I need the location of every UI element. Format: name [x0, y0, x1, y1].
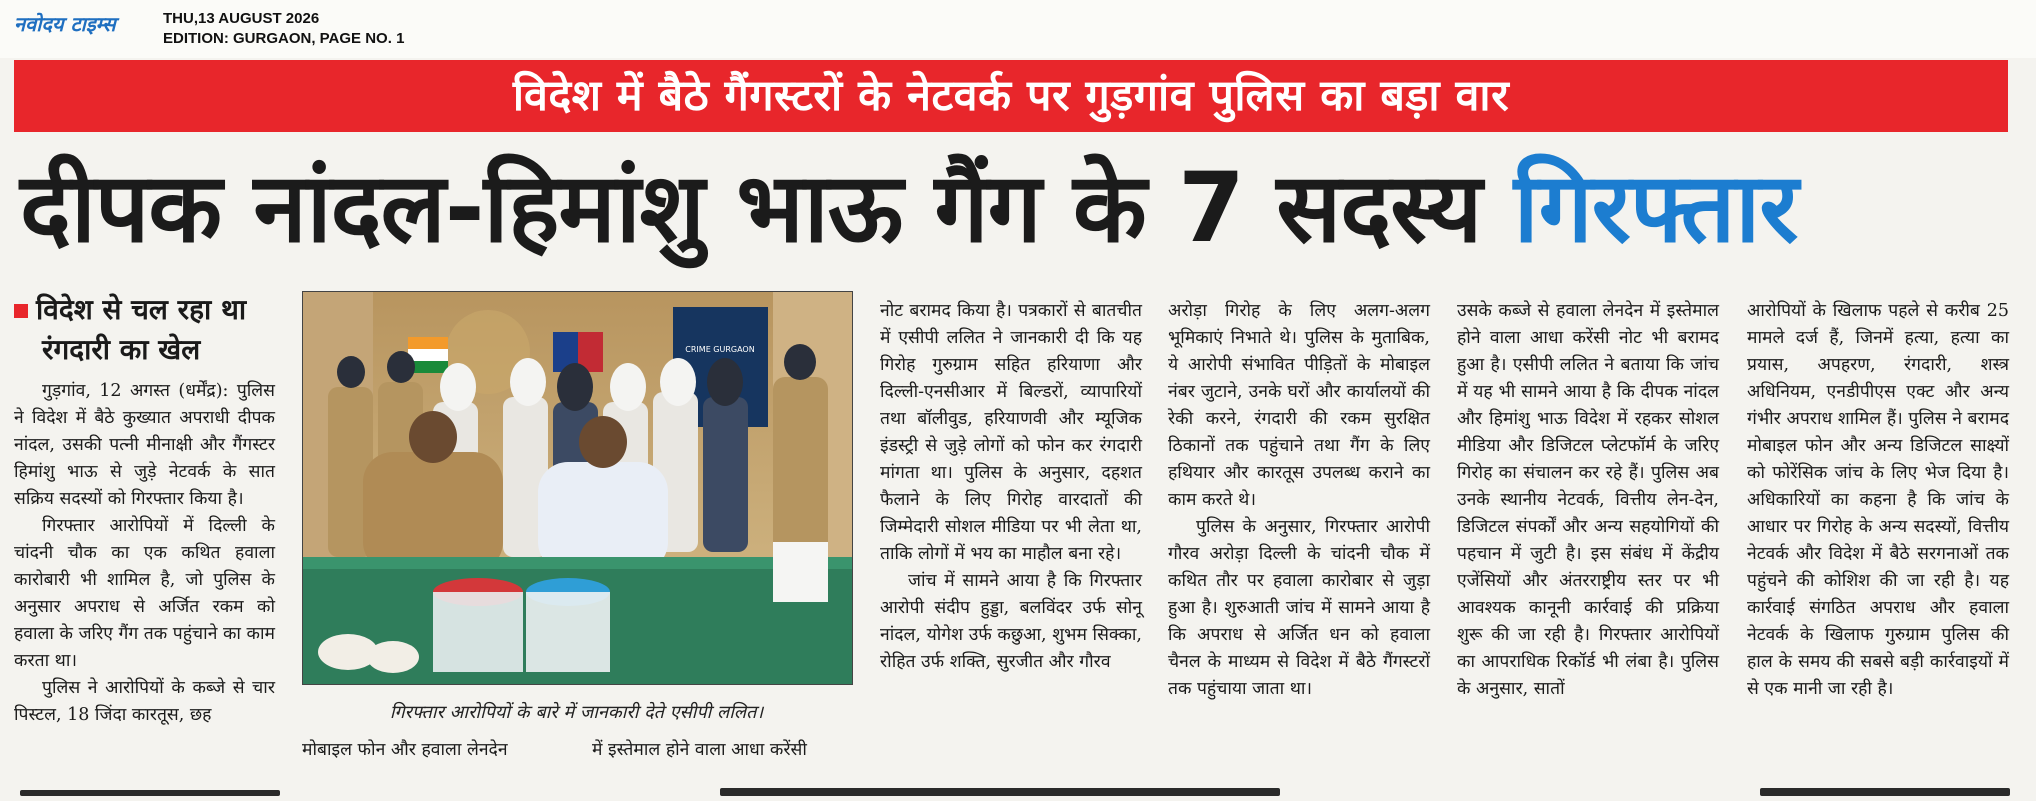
below-photo-left-line: मोबाइल फोन और हवाला लेनदेन: [302, 740, 508, 760]
below-photo-right-line: में इस्तेमाल होने वाला आधा करेंसी: [592, 740, 807, 760]
article-column-6: [1747, 298, 2009, 703]
newspaper-logo: नवोदय टाइम्स: [14, 12, 116, 36]
photo-banner-text: CRIME GURGAON: [685, 345, 755, 354]
dateline: [163, 9, 404, 49]
edition-info: EDITION: GURGAON, PAGE NO. 1: [163, 30, 405, 47]
paragraph: पुलिस के अनुसार, गिरफ्तार आरोपी गौरव अरोड़ा दिल्ली के चांदनी चौक में कथित तौर पर हवाला कारोबार से जुड़ा हुआ है। शुरुआती जांच में सामने आया है कि अपराध से अर्जित धन को हवाला चैनल के माध्यम से विदेश में बैठे गैंगस्टरों तक पहुंचाया जाता था।: [1168, 517, 1430, 699]
paragraph: अरोड़ा गिरोह के लिए अलग-अलग भूमिकाएं निभाते थे। पुलिस के मुताबिक, ये आरोपी संभावित पीड़ितों के मोबाइल नंबर जुटाने, उनके घरों और कार्यालयों की रेकी करने, रंगदारी की रकम सुरक्षित ठिकानों तक पहुंचाने तथा गैंग के लिए हथियार और कारतूस उपलब्ध कराने का काम करते थे।: [1168, 301, 1430, 510]
paragraph: जांच में सामने आया है कि गिरफ्तार आरोपी संदीप हुड्डा, बलविंदर उर्फ सोनू नांदल, योगेश उर्फ कछुआ, शुभम सिक्का, रोहित उर्फ शक्ति, सुरजीत और गौरव: [880, 571, 1142, 672]
paragraph: आरोपियों के खिलाफ पहले से करीब 25 मामले दर्ज हैं, जिनमें हत्या, हत्या का प्रयास, अपहरण, रंगदारी, शस्त्र अधिनियम, एनडीपीएस एक्ट और अन्य गंभीर अपराध शामिल हैं। पुलिस ने बरामद मोबाइल फोन और अन्य डिजिटल साक्ष्यों को फोरेंसिक जांच के लिए भेज दिया है। अधिकारियों का कहना है कि जांच के आधार पर गिरोह के अन्य सदस्यों, वित्तीय नेटवर्क और विदेश में बैठे सरगनाओं तक पहुंचने की कोशिश की जा रही है। यह कार्रवाई संगठित अपराध और हवाला नेटवर्क के खिलाफ गुरुग्राम पुलिस की हाल के समय की सबसे बड़ी कार्रवाइयों में से एक मानी जा रही है।: [1747, 301, 2009, 699]
masthead: [0, 0, 2036, 58]
headline-main: दीपक नांदल-हिमांशु भाऊ गैंग के 7 सदस्य: [20, 152, 1482, 264]
red-square-bullet-icon: [14, 304, 28, 318]
subhead-line-1: विदेश से चल रहा था: [36, 293, 247, 326]
subheading: [14, 290, 284, 370]
main-headline: [20, 143, 2020, 273]
kicker-banner: विदेश में बैठे गैंगस्टरों के नेटवर्क पर गुड़गांव पुलिस का बड़ा वार: [14, 60, 2008, 132]
headline-highlight: गिरफ्तार: [1513, 152, 1798, 264]
paragraph: गुड़गांव, 12 अगस्त (धर्मेंद्र): पुलिस ने विदेश में बैठे कुख्यात अपराधी दीपक नांदल, उसकी पत्नी मीनाक्षी और गैंगस्टर हिमांशु भाऊ से जुड़े नेटवर्क के सात सक्रिय सदस्यों को गिरफ्तार किया है।: [14, 381, 275, 509]
paragraph: उसके कब्जे से हवाला लेनदेन में इस्तेमाल होने वाला आधा करेंसी नोट भी बरामद हुआ है। एसीपी ललित ने बताया कि जांच में यह भी सामने आया है कि दीपक नांदल और हिमांशु भाऊ विदेश में रहकर सोशल मीडिया और डिजिटल प्लेटफॉर्म के जरिए गिरोह का संचालन कर रहे हैं। पुलिस अब उनके स्थानीय नेटवर्क, वित्तीय लेन-देन, डिजिटल संपर्कों और अन्य सहयोगियों की पहचान में जुटी है। इस संबंध में केंद्रीय एजेंसियों और अंतरराष्ट्रीय स्तर पर भी आवश्यक कानूनी कार्रवाई की प्रक्रिया शुरू की जा रही है। गिरफ्तार आरोपियों का आपराधिक रिकॉर्ड भी लंबा है। पुलिस के अनुसार, सातों: [1457, 301, 1719, 699]
subhead-line-2: रंगदारी का खेल: [42, 333, 201, 366]
article-column-3: [880, 298, 1142, 676]
paragraph: नोट बरामद किया है। पत्रकारों से बातचीत में एसीपी ललित ने जानकारी दी कि यह गिरोह गुरुग्राम सहित हरियाणा और दिल्ली-एनसीआर में बिल्डरों, व्यापारियों तथा बॉलीवुड, हरियाणवी और म्यूजिक इंडस्ट्री से जुड़े लोगों को फोन कर रंगदारी मांगता था। पुलिस के अनुसार, दहशत फैलाने के लिए गिरोह वारदातों की जिम्मेदारी सोशल मीडिया पर भी लेता था, ताकि लोगों में भय का माहौल बना रहे।: [880, 301, 1142, 564]
news-photo: [302, 291, 853, 685]
article-column-5: [1457, 298, 1719, 703]
issue-date: THU,13 AUGUST 2026: [163, 10, 320, 27]
paragraph: पुलिस ने आरोपियों के कब्जे से चार पिस्टल, 18 जिंदा कारतूस, छह: [14, 678, 275, 725]
cropped-next-story-strip: [0, 782, 2036, 801]
photo-caption: गिरफ्तार आरोपियों के बारे में जानकारी देते एसीपी ललित।: [389, 702, 764, 723]
article-column-4: [1168, 298, 1430, 703]
paragraph: गिरफ्तार आरोपियों में दिल्ली के चांदनी चौक का एक कथित हवाला कारोबारी भी शामिल है, जो पुलिस के अनुसार अपराध से अर्जित रकम को हवाला के जरिए गैंग तक पहुंचाने का काम करता था।: [14, 516, 275, 671]
article-column-1: [14, 378, 275, 729]
